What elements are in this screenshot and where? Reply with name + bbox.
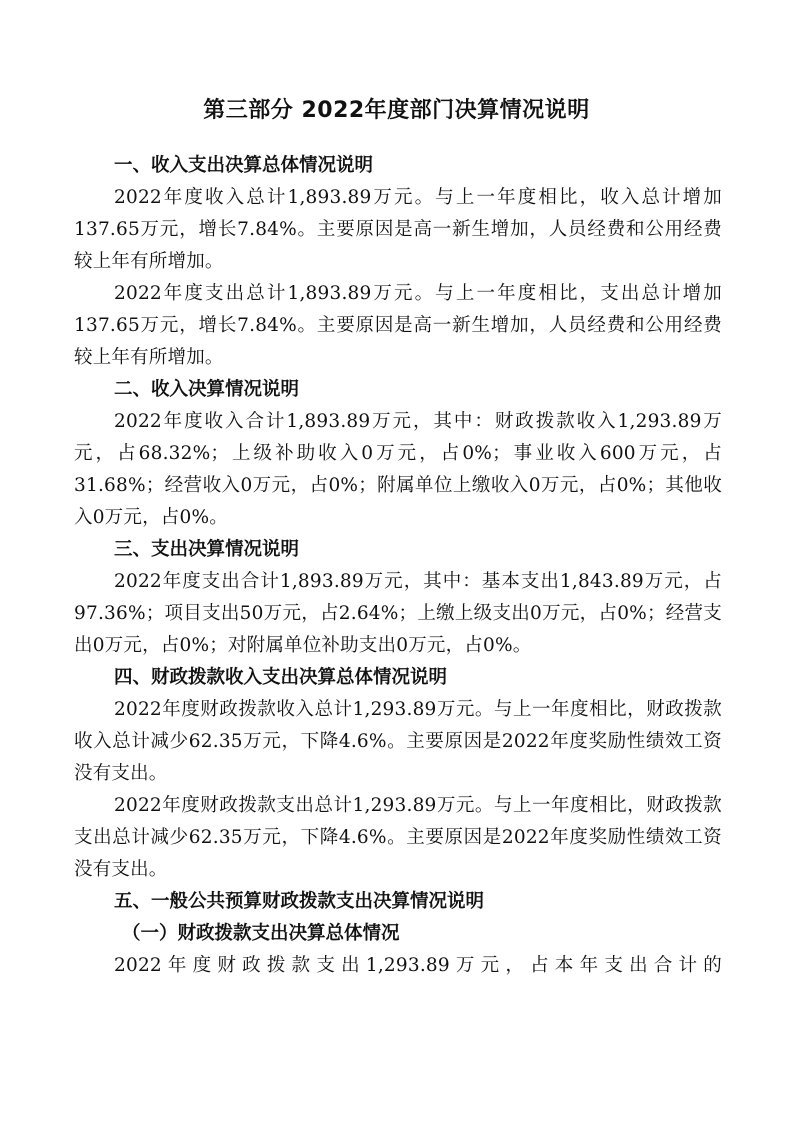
subsection-heading: （一）财政拨款支出决算总体情况 bbox=[122, 923, 400, 944]
section-heading-1: 一、收入支出决算总体情况说明 bbox=[114, 155, 374, 176]
section-heading-3: 三、支出决算情况说明 bbox=[114, 539, 300, 560]
section-heading-4: 四、财政拨款收入支出决算总体情况说明 bbox=[114, 667, 448, 688]
paragraph-expense-total: 2022年度支出总计1,893.89万元。与上一年度相比，支出总计增加137.65万元，增长7.84%。主要原因是高一新生增加，人员经费和公用经费较上年有所增加。 bbox=[74, 283, 722, 368]
paragraph-income-detail: 2022年度收入合计1,893.89万元，其中：财政拨款收入1,293.89万元，占68.32%；上级补助收入0万元，占0%；事业收入600万元，占31.68%；经营收入0万元，占0%；附属单位上缴收入0万元，占0%；其他收入0万元，占0%。 bbox=[74, 411, 722, 528]
paragraph-fiscal-income: 2022年度财政拨款收入总计1,293.89万元。与上一年度相比，财政拨款收入总计减少62.35万元，下降4.6%。主要原因是2022年度奖励性绩效工资没有支出。 bbox=[74, 699, 722, 784]
section-heading-2: 二、收入决算情况说明 bbox=[114, 379, 300, 400]
page-title: 第三部分 2022年度部门决算情况说明 bbox=[203, 98, 590, 123]
document-body bbox=[74, 150, 722, 982]
paragraph-expense-detail: 2022年度支出合计1,893.89万元，其中：基本支出1,843.89万元，占97.36%；项目支出50万元，占2.64%；上缴上级支出0万元，占0%；经营支出0万元，占0%；对附属单位补助支出0万元，占0%。 bbox=[74, 571, 722, 656]
paragraph-fiscal-expense-overview: 2022年度财政拨款支出1,293.89万元，占本年支出合计的 bbox=[114, 955, 722, 976]
section-heading-5: 五、一般公共预算财政拨款支出决算情况说明 bbox=[114, 891, 485, 912]
paragraph-fiscal-expense: 2022年度财政拨款支出总计1,293.89万元。与上一年度相比，财政拨款支出总计减少62.35万元，下降4.6%。主要原因是2022年度奖励性绩效工资没有支出。 bbox=[74, 795, 722, 880]
paragraph-income-total: 2022年度收入总计1,893.89万元。与上一年度相比，收入总计增加137.65万元，增长7.84%。主要原因是高一新生增加，人员经费和公用经费较上年有所增加。 bbox=[74, 187, 722, 272]
